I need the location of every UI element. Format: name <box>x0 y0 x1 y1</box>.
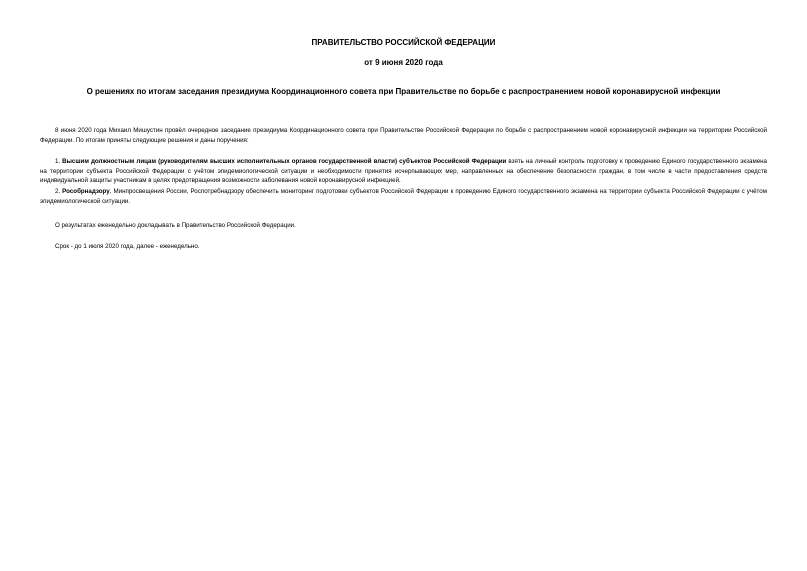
intro-text: 8 июня 2020 года Михаил Мишустин провёл очередное заседание президиума Координационного совета при Правительстве Российской Федерации по борьбе с распространением новой коронавирусной инфекции на территории Российской Федерации. По итогам приняты следующие решения и даны поручения: <box>40 127 767 144</box>
order-item-1-number: 1. <box>55 158 61 165</box>
document-title: О решениях по итогам заседания президиума Координационного совета при Правительстве по борьбе с распространением новой коронавирусной инфекции <box>86 87 721 96</box>
order-item-2-number: 2. <box>55 188 61 195</box>
order-item-2-paragraph <box>40 187 767 206</box>
document-date: от 9 июня 2020 года <box>364 58 443 67</box>
order-item-1 <box>40 157 767 186</box>
issuer-heading: ПРАВИТЕЛЬСТВО РОССИЙСКОЙ ФЕДЕРАЦИИ <box>311 38 496 47</box>
order-item-1-text: взять на личный контроль подготовку к проведению Единого государственного экзамена на территории субъекта Российской Федерации с учётом эпидемиологической ситуации и необходимости принятия исчерпывающих мер, направленных на обеспечение безопасности граждан, в том числе в части предоставления средств индивидуальной защиты участникам в целях предотвращения возможности заболевания новой коронавирусной инфекцией. <box>40 158 768 185</box>
order-item-1-paragraph <box>40 157 767 186</box>
reporting-text: О результатах еженедельно докладывать в Правительство Российской Федерации. <box>55 222 296 229</box>
intro-paragraph <box>40 126 767 145</box>
order-item-2 <box>40 187 767 206</box>
reporting-paragraph <box>40 221 767 231</box>
deadline-paragraph <box>40 242 767 252</box>
order-item-1-addressee: Высшим должностным лицам (руководителям высших исполнительных органов государственной власти) субъектов Российской Федерации <box>62 158 507 165</box>
order-item-2-addressee: Рособрнадзору <box>62 188 110 195</box>
order-item-2-text: , Минпросвещения России, Роспотребнадзору обеспечить мониторинг подготовки субъектов Российской Федерации к проведению Единого государственного экзамена на территории субъекта Российской Федерации с учётом эпидемиологической ситуации. <box>40 188 767 205</box>
deadline-text: Срок - до 1 июля 2020 года, далее - еженедельно. <box>55 243 200 250</box>
